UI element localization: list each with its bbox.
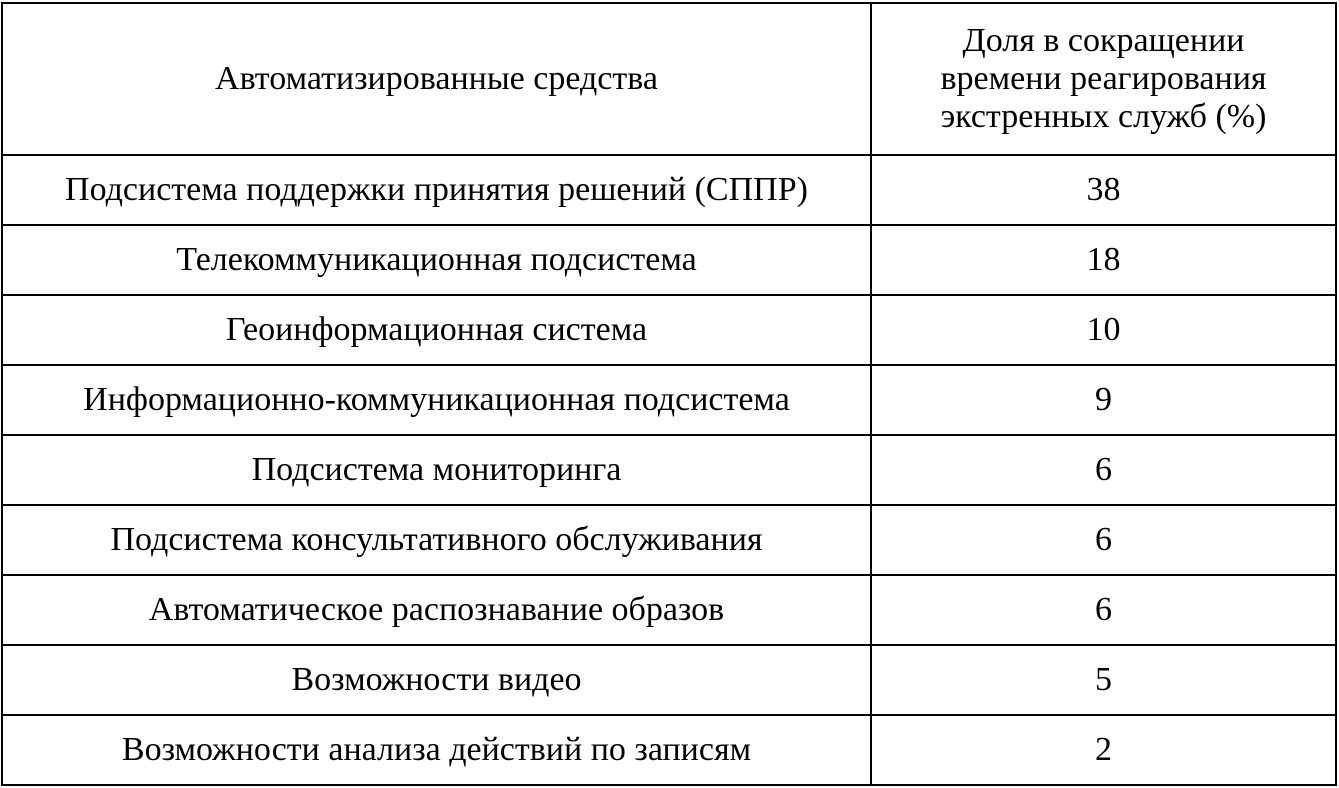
table-row <box>2 295 1336 365</box>
row-share-value: 38 <box>871 155 1336 225</box>
table-row <box>2 505 1336 575</box>
table-row <box>2 155 1336 225</box>
table-row <box>2 435 1336 505</box>
header-automated-tools: Автоматизированные средства <box>2 3 871 155</box>
row-tool-name: Подсистема поддержки принятия решений (СППР) <box>2 155 871 225</box>
response-time-table <box>1 2 1337 786</box>
row-share-value: 6 <box>871 435 1336 505</box>
table-row <box>2 645 1336 715</box>
table-row <box>2 715 1336 785</box>
table-row <box>2 225 1336 295</box>
row-tool-name: Геоинформационная система <box>2 295 871 365</box>
header-reduction-share <box>871 3 1336 155</box>
table-row <box>2 575 1336 645</box>
table-row <box>2 365 1336 435</box>
row-tool-name: Возможности анализа действий по записям <box>2 715 871 785</box>
row-tool-name: Информационно-коммуникационная подсистема <box>2 365 871 435</box>
row-share-value: 9 <box>871 365 1336 435</box>
table-header-row <box>2 3 1336 155</box>
header-reduction-share-line-3: экстренных служб (%) <box>940 98 1267 136</box>
header-reduction-share-line-1: Доля в сокращении <box>962 21 1245 59</box>
row-tool-name: Телекоммуникационная подсистема <box>2 225 871 295</box>
row-share-value: 5 <box>871 645 1336 715</box>
row-tool-name: Подсистема мониторинга <box>2 435 871 505</box>
row-share-value: 6 <box>871 505 1336 575</box>
row-share-value: 6 <box>871 575 1336 645</box>
row-share-value: 18 <box>871 225 1336 295</box>
row-tool-name: Подсистема консультативного обслуживания <box>2 505 871 575</box>
row-tool-name: Автоматическое распознавание образов <box>2 575 871 645</box>
header-reduction-share-line-2: времени реагирования <box>940 59 1267 97</box>
row-share-value: 2 <box>871 715 1336 785</box>
row-tool-name: Возможности видео <box>2 645 871 715</box>
row-share-value: 10 <box>871 295 1336 365</box>
